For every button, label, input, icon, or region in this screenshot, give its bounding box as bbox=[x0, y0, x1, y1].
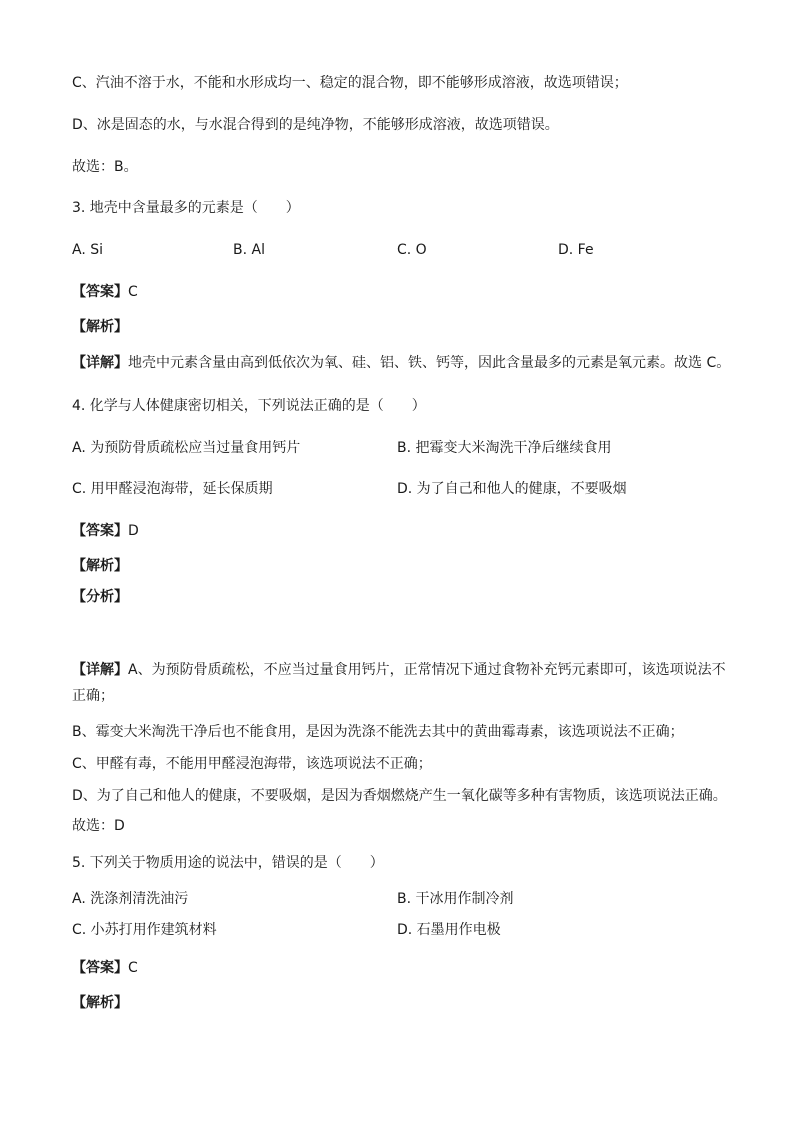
detail-text: 地壳中元素含量由高到低依次为氧、硅、铝、铁、钙等，因此含量最多的元素是氧元素。故选 C。 bbox=[128, 355, 731, 371]
analysis-tag: 【解析】 bbox=[72, 319, 128, 335]
detail-text: A、为预防骨质疏松，不应当过量食用钙片，正常情况下通过食物补充钙元素即可，该选项说法不正确； bbox=[72, 662, 726, 704]
q4-detail-d: D、为了自己和他人的健康，不要吸烟，是因为香烟燃烧产生一氧化碳等多种有害物质，该选项说法正确。 bbox=[72, 788, 727, 804]
q4-analysis-tag bbox=[72, 556, 734, 576]
q4-stem: 4. 化学与人体健康密切相关，下列说法正确的是（ ） bbox=[72, 398, 426, 414]
q5-stem: 5. 下列关于物质用途的说法中，错误的是（ ） bbox=[72, 855, 384, 871]
q4-detail-b: B、霉变大米淘洗干净后也不能食用，是因为洗涤不能洗去其中的黄曲霉毒素，该选项说法不正确； bbox=[72, 724, 684, 740]
answer-tag: 【答案】 bbox=[72, 523, 128, 539]
q4-answer bbox=[72, 521, 734, 541]
q3-option-a: A. Si bbox=[72, 242, 104, 258]
q5-option-a: A. 洗涤剂清洗油污 bbox=[72, 891, 189, 907]
detail-tag: 【详解】 bbox=[72, 355, 128, 371]
prev-option-d-explanation: D、冰是固态的水，与水混合得到的是纯净物，不能够形成溶液，故选项错误。 bbox=[72, 117, 559, 133]
analyze-tag: 【分析】 bbox=[72, 589, 128, 605]
q3-option-d: D. Fe bbox=[558, 242, 594, 258]
q4-option-a: A. 为预防骨质疏松应当过量食用钙片 bbox=[72, 440, 301, 456]
q4-choice: 故选：D bbox=[72, 818, 125, 834]
q3-option-c: C. O bbox=[397, 242, 427, 258]
q4-analyze-tag bbox=[72, 587, 734, 607]
q5-analysis-tag bbox=[72, 993, 734, 1013]
answer-tag: 【答案】 bbox=[72, 960, 128, 976]
q3-answer bbox=[72, 282, 734, 302]
q4-option-d: D. 为了自己和他人的健康，不要吸烟 bbox=[397, 481, 627, 497]
q5-option-b: B. 干冰用作制冷剂 bbox=[397, 891, 514, 907]
q5-option-d: D. 石墨用作电极 bbox=[397, 922, 501, 938]
answer-value: C bbox=[128, 284, 138, 300]
analysis-tag: 【解析】 bbox=[72, 995, 128, 1011]
analysis-tag: 【解析】 bbox=[72, 558, 128, 574]
q4-option-b: B. 把霉变大米淘洗干净后继续食用 bbox=[397, 440, 612, 456]
q3-stem: 3. 地壳中含量最多的元素是（ ） bbox=[72, 200, 300, 216]
detail-tag: 【详解】 bbox=[72, 662, 128, 678]
answer-value: C bbox=[128, 960, 138, 976]
q3-detail bbox=[72, 353, 734, 373]
q5-answer bbox=[72, 958, 734, 978]
prev-choice: 故选：B。 bbox=[72, 159, 138, 175]
q3-option-b: B. Al bbox=[233, 242, 265, 258]
prev-option-c-explanation: C、汽油不溶于水，不能和水形成均一、稳定的混合物，即不能够形成溶液，故选项错误； bbox=[72, 75, 628, 91]
q5-option-c: C. 小苏打用作建筑材料 bbox=[72, 922, 217, 938]
q4-option-c: C. 用甲醛浸泡海带，延长保质期 bbox=[72, 481, 273, 497]
answer-tag: 【答案】 bbox=[72, 284, 128, 300]
q4-detail-a bbox=[72, 657, 734, 709]
q3-analysis-tag bbox=[72, 317, 734, 337]
q4-detail-c: C、甲醛有毒，不能用甲醛浸泡海带，该选项说法不正确； bbox=[72, 756, 432, 772]
answer-value: D bbox=[128, 523, 139, 539]
